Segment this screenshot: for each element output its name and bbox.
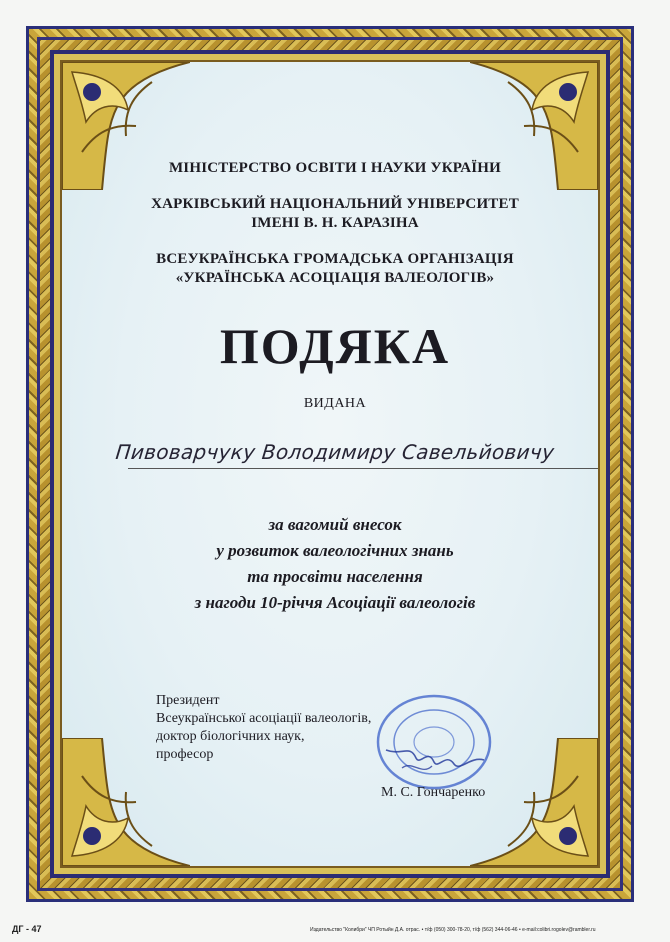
organization-heading-line1: ВСЕУКРАЇНСЬКА ГРОМАДСЬКА ОРГАНІЗАЦІЯ	[156, 251, 514, 267]
recipient-underline	[128, 468, 598, 469]
official-stamp-icon	[372, 690, 498, 796]
signatory-title-line: Президент	[156, 693, 220, 708]
reason-line-1: за вагомий внесок	[268, 515, 402, 534]
reason-line-4: з нагоди 10-річчя Асоціації валеологів	[194, 593, 476, 612]
recipient-name: Пивоварчуку Володимиру Савельйовичу	[114, 440, 556, 464]
university-heading-line2: ІМЕНІ В. Н. КАРАЗІНА	[251, 215, 419, 231]
signatory-title-line: Всеукраїнської асоціації валеологів,	[156, 711, 372, 726]
signatory-title-line: професор	[156, 747, 214, 762]
university-heading-line1: ХАРКІВСЬКИЙ НАЦІОНАЛЬНИЙ УНІВЕРСИТЕТ	[151, 196, 519, 212]
form-code: ДГ - 47	[12, 924, 42, 934]
reason-line-2: у розвиток валеологічних знань	[216, 541, 454, 560]
reason-line-3: та просвіти населення	[247, 567, 423, 586]
certificate-title: ПОДЯКА	[219, 318, 451, 374]
ministry-heading: МІНІСТЕРСТВО ОСВІТИ І НАУКИ УКРАЇНИ	[168, 160, 502, 176]
signatory-name: М. С. Гончаренко	[381, 785, 486, 800]
signatory-title-line: доктор біологічних наук,	[156, 729, 305, 744]
publisher-imprint: Издательство "Колибри" ЧП Ротыйн Д.А. отрас. • т/ф (050) 300-78-20, т/ф (562) 344-06-46 • e-mail:colibri.rogolev@rambler.ru	[310, 927, 596, 933]
organization-heading-line2: «УКРАЇНСЬКА АСОЦІАЦІЯ ВАЛЕОЛОГІВ»	[175, 270, 495, 286]
issued-label: ВИДАНА	[303, 396, 367, 411]
signatory-block	[156, 692, 371, 764]
